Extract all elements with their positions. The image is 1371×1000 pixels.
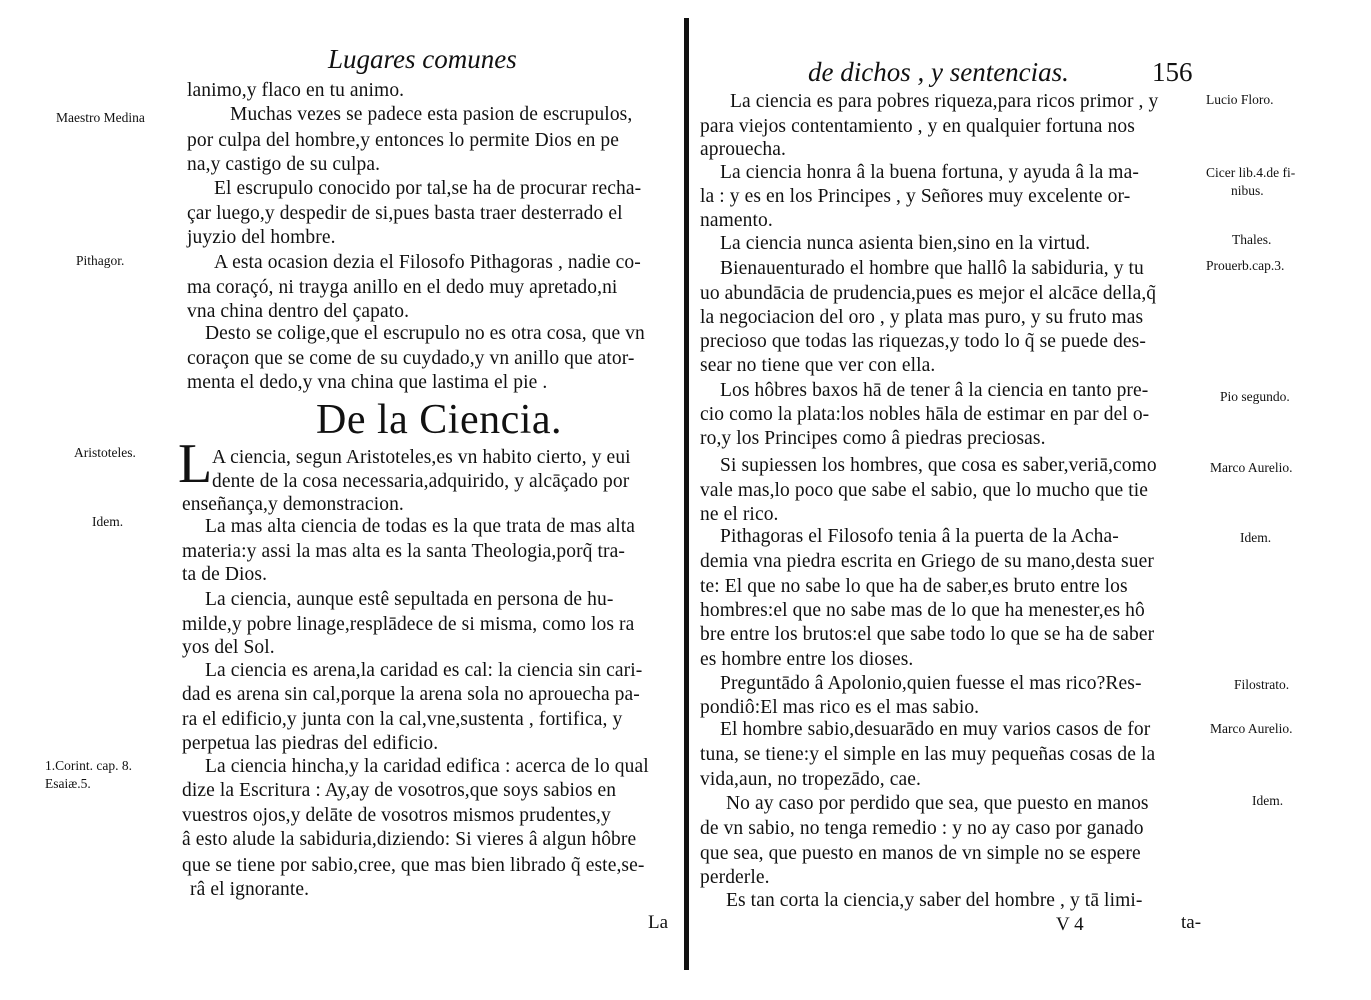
text-line: de vn sabio, no tenga remedio : y no ay caso por ganado	[700, 818, 1144, 839]
text-line: coraçon que se come de su cuydado,y vn anillo que ator-	[187, 348, 635, 369]
text-line: demia vna piedra escrita en Griego de su mano,desta suer	[700, 551, 1154, 572]
text-line: A ciencia, segun Aristoteles,es vn habito cierto, y eui	[212, 447, 631, 468]
text-line: perderle.	[700, 867, 770, 888]
margin-note: Thales.	[1232, 232, 1272, 247]
text-line: dize la Escritura : Ay,ay de vosotros,que soys sabios en	[182, 780, 617, 801]
text-line: La mas alta ciencia de todas es la que trata de mas alta	[205, 516, 636, 537]
right-page	[686, 0, 1371, 1000]
margin-note: Idem.	[92, 514, 124, 529]
text-line: Es tan corta la ciencia,y saber del hombre , y tā limi-	[726, 890, 1143, 911]
text-line: çar luego,y despedir de si,pues basta traer desterrado el	[187, 203, 623, 224]
margin-note: Prouerb.cap.3.	[1206, 258, 1285, 273]
margin-note: Pio segundo.	[1220, 389, 1290, 404]
text-line: menta el dedo,y vna china que lastima el pie .	[187, 372, 548, 393]
margin-note: Cicer lib.4.de fi-	[1206, 165, 1296, 180]
margin-note: Maestro Medina	[56, 110, 145, 125]
catchword: La	[648, 912, 669, 933]
text-line: No ay caso por perdido que sea, que puesto en manos	[726, 793, 1149, 814]
text-line: Desto se colige,que el escrupulo no es otra cosa, que vn	[205, 323, 645, 344]
text-line: por culpa del hombre,y entonces lo permite Dios en pe	[187, 130, 620, 151]
text-line: La ciencia hincha,y la caridad edifica : acerca de lo qual	[205, 756, 649, 777]
text-line: Preguntādo â Apolonio,quien fuesse el mas rico?Res-	[720, 673, 1142, 694]
text-line: para viejos contentamiento , y en qualquier fortuna nos	[700, 116, 1135, 137]
text-line: dad es arena sin cal,porque la arena sola no aprouecha pa-	[182, 684, 640, 705]
text-line: sear no tiene que ver con ella.	[700, 355, 936, 376]
text-line: â esto alude la sabiduria,diziendo: Si vieres â algun hôbre	[182, 829, 637, 850]
text-line: na,y castigo de su culpa.	[187, 154, 381, 175]
margin-note: nibus.	[1231, 183, 1264, 198]
margin-note: Aristoteles.	[74, 445, 136, 460]
text-line: La ciencia es para pobres riqueza,para ricos primor , y	[730, 91, 1159, 112]
margin-note: Filostrato.	[1234, 677, 1290, 692]
margin-note: Lucio Floro.	[1206, 92, 1274, 107]
running-head: Lugares comunes	[328, 44, 517, 74]
text-line: yos del Sol.	[182, 637, 275, 658]
text-line: juyzio del hombre.	[187, 227, 336, 248]
text-line: La ciencia nunca asienta bien,sino en la virtud.	[720, 233, 1091, 254]
text-line: vale mas,lo poco que sabe el sabio, que lo mucho que tie	[700, 480, 1149, 501]
text-line: ne el rico.	[700, 504, 779, 525]
text-line: milde,y pobre linage,resplādece de si misma, como los ra	[182, 614, 635, 635]
text-line: vida,aun, no tropezādo, cae.	[700, 769, 921, 790]
text-line: lanimo,y flaco en tu animo.	[187, 80, 405, 101]
text-line: Bienauenturado el hombre que hallô la sabiduria, y tu	[720, 258, 1144, 279]
text-line: materia:y assi la mas alta es la santa Theologia,porq̃ tra-	[182, 541, 625, 562]
running-head: de dichos , y sentencias.	[808, 57, 1069, 87]
text-line: Los hôbres baxos hā de tener â la ciencia en tanto pre-	[720, 380, 1149, 401]
text-line: râ el ignorante.	[190, 879, 310, 900]
text-line: hombres:el que no sabe mas de lo que ha menester,es hô	[700, 600, 1145, 621]
text-line: La ciencia es arena,la caridad es cal: la ciencia sin cari-	[205, 660, 643, 681]
margin-note: Idem.	[1252, 793, 1284, 808]
text-line: ta de Dios.	[182, 564, 268, 585]
text-line: que sea, que puesto en manos de vn simple no se espere	[700, 843, 1141, 864]
text-line: uo abundācia de prudencia,pues es mejor el alcāce della,q̃	[700, 283, 1157, 304]
text-line: ro,y los Principes como â piedras preciosas.	[700, 428, 1046, 449]
text-line: te: El que no sabe lo que ha de saber,es bruto entre los	[700, 576, 1128, 597]
text-line: la : y es en los Principes , y Señores muy excelente or-	[700, 186, 1131, 207]
text-line: dente de la cosa necessaria,adquirido, y alcāçado por	[212, 471, 630, 492]
text-line: namento.	[700, 210, 773, 231]
text-line: es hombre entre los dioses.	[700, 649, 914, 670]
text-line: bre entre los brutos:el que sabe todo lo que se ha de saber	[700, 624, 1155, 645]
signature-mark: V 4	[1056, 914, 1084, 935]
text-line: Muchas vezes se padece esta pasion de escrupulos,	[230, 104, 633, 125]
text-line: A esta ocasion dezia el Filosofo Pithagoras , nadie co-	[214, 252, 641, 273]
text-line: ma coraçó, ni trayga anillo en el dedo muy apretado,ni	[187, 277, 618, 298]
text-line: precioso que todas las riquezas,y todo lo q̃ se puede des-	[700, 331, 1146, 352]
page-number: 156	[1152, 57, 1193, 87]
text-line: ra el edificio,y junta con la cal,vne,sustenta , fortifica, y	[182, 709, 623, 730]
text-line: Si supiessen los hombres, que cosa es saber,veriā,como	[720, 455, 1157, 476]
left-page	[0, 0, 684, 1000]
margin-note: 1.Corint. cap. 8.	[45, 758, 132, 773]
margin-note: Idem.	[1240, 530, 1272, 545]
text-line: La ciencia, aunque estê sepultada en persona de hu-	[205, 589, 614, 610]
margin-note: Pithagor.	[76, 253, 125, 268]
text-line: cio como la plata:los nobles hāla de estimar en par del o-	[700, 404, 1150, 425]
text-line: enseñança,y demonstracion.	[182, 494, 404, 515]
margin-note: Marco Aurelio.	[1210, 721, 1293, 736]
text-line: El hombre sabio,desuarādo en muy varios casos de for	[720, 719, 1151, 740]
catchword: ta-	[1181, 912, 1202, 933]
text-line: pondiô:El mas rico es el mas sabio.	[700, 697, 980, 718]
margin-note: Esaiæ.5.	[45, 776, 91, 791]
text-line: tuna, se tiene:y el simple en las muy pequeñas cosas de la	[700, 744, 1156, 765]
section-title: De la Ciencia.	[316, 397, 563, 443]
text-line: vna china dentro del çapato.	[187, 301, 410, 322]
margin-note: Marco Aurelio.	[1210, 460, 1293, 475]
text-line: la negociacion del oro , y plata mas puro, y su fruto mas	[700, 307, 1144, 328]
text-line: vuestros ojos,y delāte de vosotros mismos prudentes,y	[182, 805, 611, 826]
text-line: Pithagoras el Filosofo tenia â la puerta de la Acha-	[720, 526, 1119, 547]
text-line: La ciencia honra â la buena fortuna, y ayuda â la ma-	[720, 162, 1139, 183]
text-line: perpetua las piedras del edificio.	[182, 733, 439, 754]
text-line: El escrupulo conocido por tal,se ha de procurar recha-	[214, 178, 642, 199]
text-line: que se tiene por sabio,cree, que mas bien librado q̃ este,se-	[182, 855, 645, 876]
drop-cap: L	[178, 433, 213, 495]
text-line: aprouecha.	[700, 139, 786, 160]
